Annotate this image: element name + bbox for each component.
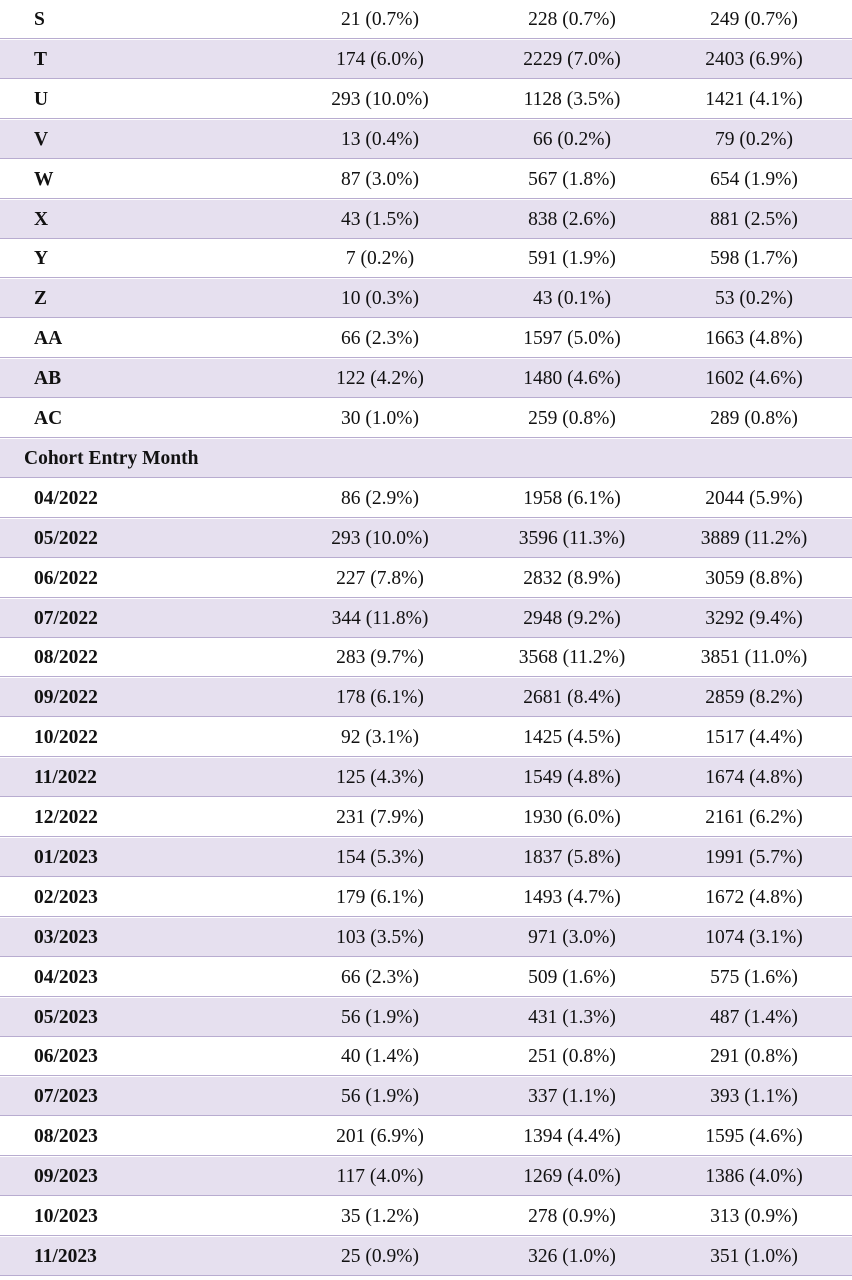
cell-col-2: 66 (0.2%) — [533, 128, 611, 150]
table-row — [0, 878, 852, 917]
row-label: W — [34, 168, 54, 190]
cell-col-3: 351 (1.0%) — [710, 1245, 798, 1267]
row-label: 08/2022 — [34, 647, 98, 669]
cell-col-3: 1672 (4.8%) — [705, 886, 803, 908]
row-label: 10/2022 — [34, 727, 98, 749]
cell-col-1: 178 (6.1%) — [336, 687, 424, 709]
cell-col-1: 66 (2.3%) — [341, 328, 419, 350]
cell-col-1: 86 (2.9%) — [341, 487, 419, 509]
cell-col-1: 87 (3.0%) — [341, 168, 419, 190]
table-row — [0, 838, 852, 877]
cell-col-1: 293 (10.0%) — [331, 88, 429, 110]
cell-col-1: 56 (1.9%) — [341, 1086, 419, 1108]
row-label: 04/2022 — [34, 487, 98, 509]
row-label: 03/2023 — [34, 926, 98, 948]
cell-col-2: 509 (1.6%) — [528, 966, 616, 988]
table-row — [0, 599, 852, 638]
row-label: 05/2022 — [34, 527, 98, 549]
table-row — [0, 1037, 852, 1076]
cell-col-3: 3889 (11.2%) — [700, 527, 808, 549]
cell-col-1: 293 (10.0%) — [331, 527, 429, 549]
table-row — [0, 958, 852, 997]
cell-col-2: 1480 (4.6%) — [523, 368, 621, 390]
table-row — [0, 718, 852, 757]
cell-col-2: 1837 (5.8%) — [523, 846, 621, 868]
cell-col-3: 53 (0.2%) — [715, 288, 793, 310]
cell-col-3: 289 (0.8%) — [710, 408, 798, 429]
table-row — [0, 678, 852, 717]
cell-col-2: 1394 (4.4%) — [523, 1126, 621, 1148]
row-label: X — [34, 208, 49, 230]
cell-col-3: 393 (1.1%) — [710, 1086, 798, 1108]
cell-col-1: 92 (3.1%) — [341, 727, 419, 749]
cell-col-3: 575 (1.6%) — [710, 966, 798, 988]
cell-col-3: 1595 (4.6%) — [705, 1126, 803, 1148]
cell-col-2: 278 (0.9%) — [528, 1206, 616, 1227]
cell-col-1: 103 (3.5%) — [336, 926, 424, 948]
cell-col-2: 1493 (4.7%) — [523, 886, 621, 908]
cell-col-3: 487 (1.4%) — [710, 1006, 798, 1028]
cell-col-3: 2044 (5.9%) — [705, 487, 803, 509]
cell-col-1: 125 (4.3%) — [336, 767, 424, 789]
table-row — [0, 758, 852, 797]
cell-col-2: 3568 (11.2%) — [518, 647, 626, 669]
cell-col-2: 1269 (4.0%) — [523, 1166, 621, 1188]
cell-col-3: 1674 (4.8%) — [705, 767, 803, 789]
cell-col-1: 10 (0.3%) — [341, 288, 419, 310]
section-label: Cohort Entry Month — [24, 447, 199, 469]
table-row — [0, 798, 852, 837]
row-label: Y — [34, 248, 49, 270]
cell-col-3: 3059 (8.8%) — [705, 567, 803, 589]
cell-col-2: 326 (1.0%) — [528, 1245, 616, 1267]
cell-col-3: 1074 (3.1%) — [705, 926, 803, 948]
cell-col-2: 1597 (5.0%) — [523, 328, 621, 350]
row-label: 02/2023 — [34, 886, 98, 908]
row-label: T — [34, 48, 48, 70]
cell-col-2: 2681 (8.4%) — [523, 687, 621, 709]
table-row — [0, 479, 852, 518]
cell-col-3: 313 (0.9%) — [710, 1206, 798, 1227]
cell-col-3: 3851 (11.0%) — [700, 647, 808, 669]
cell-col-3: 2403 (6.9%) — [705, 48, 803, 70]
table-row — [0, 1077, 852, 1116]
cell-col-2: 43 (0.1%) — [533, 288, 611, 310]
cell-col-2: 1930 (6.0%) — [523, 807, 621, 828]
cell-col-1: 30 (1.0%) — [341, 408, 419, 429]
cell-col-3: 1517 (4.4%) — [705, 727, 803, 749]
cell-col-1: 174 (6.0%) — [336, 48, 424, 70]
cell-col-3: 249 (0.7%) — [710, 9, 798, 30]
cell-col-2: 259 (0.8%) — [528, 408, 616, 429]
table-row — [0, 0, 852, 39]
cell-col-1: 21 (0.7%) — [341, 9, 419, 30]
cell-col-3: 2859 (8.2%) — [705, 687, 803, 709]
cell-col-3: 1421 (4.1%) — [705, 88, 803, 110]
section-header-row — [0, 439, 852, 478]
row-label: 09/2022 — [34, 687, 98, 709]
cell-col-1: 25 (0.9%) — [341, 1245, 419, 1267]
cell-col-2: 567 (1.8%) — [528, 168, 616, 190]
cell-col-1: 122 (4.2%) — [336, 368, 424, 390]
cell-col-2: 2229 (7.0%) — [523, 48, 621, 70]
cell-col-1: 117 (4.0%) — [336, 1166, 424, 1188]
cell-col-2: 971 (3.0%) — [528, 926, 616, 948]
cell-col-2: 838 (2.6%) — [528, 208, 616, 230]
row-label: 07/2023 — [34, 1086, 98, 1108]
row-label: 01/2023 — [34, 846, 98, 868]
row-label: S — [34, 9, 45, 30]
cell-col-1: 13 (0.4%) — [341, 128, 419, 150]
table-row — [0, 1117, 852, 1156]
cell-col-3: 79 (0.2%) — [715, 128, 793, 150]
row-label: Z — [34, 288, 48, 310]
table-row — [0, 998, 852, 1037]
cell-col-2: 2832 (8.9%) — [523, 567, 621, 589]
cell-col-1: 35 (1.2%) — [341, 1206, 419, 1227]
table-row — [0, 519, 852, 558]
cell-col-3: 1663 (4.8%) — [705, 328, 803, 350]
cell-col-2: 251 (0.8%) — [528, 1046, 616, 1068]
row-label: AA — [34, 328, 63, 350]
row-label: 10/2023 — [34, 1206, 98, 1227]
row-label: 06/2022 — [34, 567, 98, 589]
cell-col-1: 344 (11.8%) — [331, 607, 429, 629]
cell-col-1: 66 (2.3%) — [341, 966, 419, 988]
table-row — [0, 918, 852, 957]
table-row — [0, 638, 852, 677]
cell-col-3: 1602 (4.6%) — [705, 368, 803, 390]
cell-col-2: 1128 (3.5%) — [523, 88, 621, 110]
cell-col-1: 154 (5.3%) — [336, 846, 424, 868]
cell-col-2: 2948 (9.2%) — [523, 607, 621, 629]
row-label: U — [34, 88, 49, 110]
cell-col-2: 431 (1.3%) — [528, 1006, 616, 1028]
cell-col-2: 1549 (4.8%) — [523, 767, 621, 789]
row-label: 06/2023 — [34, 1046, 98, 1068]
cell-col-2: 1958 (6.1%) — [523, 487, 621, 509]
row-label: 12/2022 — [34, 807, 98, 828]
cell-col-2: 337 (1.1%) — [528, 1086, 616, 1108]
table-row — [0, 80, 852, 119]
table-row — [0, 319, 852, 358]
cell-col-1: 40 (1.4%) — [341, 1046, 419, 1068]
table-row — [0, 359, 852, 398]
table-row — [0, 1197, 852, 1236]
cell-col-3: 1386 (4.0%) — [705, 1166, 803, 1188]
cell-col-3: 598 (1.7%) — [710, 248, 798, 270]
table-row — [0, 559, 852, 598]
cell-col-3: 291 (0.8%) — [710, 1046, 798, 1068]
cell-col-2: 228 (0.7%) — [528, 9, 616, 30]
cell-col-3: 654 (1.9%) — [710, 168, 798, 190]
row-label: AC — [34, 408, 63, 429]
table-row — [0, 1237, 852, 1276]
table-row — [0, 279, 852, 318]
cell-col-1: 56 (1.9%) — [341, 1006, 419, 1028]
cell-col-1: 43 (1.5%) — [341, 208, 419, 230]
row-label: AB — [34, 368, 62, 390]
cell-col-2: 591 (1.9%) — [528, 248, 616, 270]
table-row — [0, 120, 852, 159]
row-label: 11/2023 — [34, 1245, 97, 1267]
cell-col-3: 3292 (9.4%) — [705, 607, 803, 629]
row-label: 04/2023 — [34, 966, 98, 988]
row-label: 08/2023 — [34, 1126, 98, 1148]
table-row — [0, 1157, 852, 1196]
table-row — [0, 399, 852, 438]
cell-col-1: 7 (0.2%) — [345, 248, 415, 270]
row-label: V — [34, 128, 49, 150]
table-row — [0, 160, 852, 199]
cell-col-2: 3596 (11.3%) — [518, 527, 626, 549]
cell-col-1: 227 (7.8%) — [336, 567, 424, 589]
cell-col-1: 179 (6.1%) — [336, 886, 424, 908]
cell-col-2: 1425 (4.5%) — [523, 727, 621, 749]
cell-col-3: 881 (2.5%) — [710, 208, 798, 230]
row-label: 07/2022 — [34, 607, 98, 629]
row-label: 09/2023 — [34, 1166, 98, 1188]
table-row — [0, 239, 852, 278]
cell-col-1: 231 (7.9%) — [336, 807, 424, 828]
cell-col-3: 1991 (5.7%) — [705, 846, 803, 868]
table-row — [0, 40, 852, 79]
row-label: 11/2022 — [34, 767, 97, 789]
cell-col-1: 283 (9.7%) — [336, 647, 424, 669]
row-label: 05/2023 — [34, 1006, 98, 1028]
cell-col-1: 201 (6.9%) — [336, 1126, 424, 1148]
table-row — [0, 200, 852, 239]
cell-col-3: 2161 (6.2%) — [705, 807, 803, 828]
